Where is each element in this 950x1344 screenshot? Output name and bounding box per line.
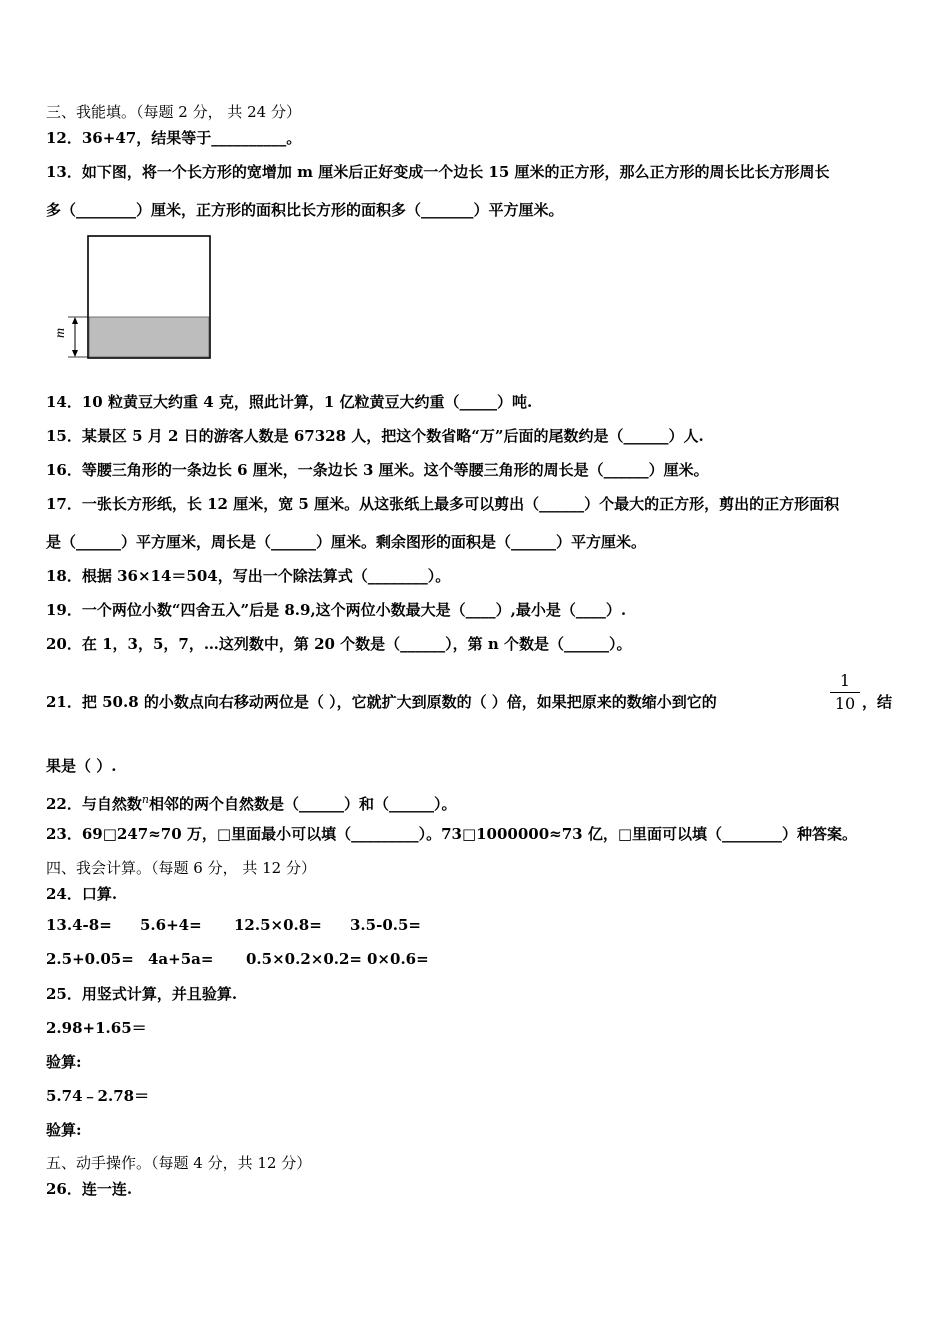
fraction-denominator: 10	[834, 694, 856, 713]
vertical-calc-2: 5.74﹣2.78＝	[46, 1087, 150, 1105]
section3-heading: 三、我能填。（每题 2 分， 共 24 分）	[46, 103, 301, 121]
calc-item: 0.5×0.2×0.2=	[246, 950, 362, 968]
calc-item: 12.5×0.8=	[234, 916, 322, 934]
calc-item: 3.5-0.5=	[350, 916, 421, 934]
question-21-tail: ，结	[862, 693, 893, 711]
arrow-head-up	[72, 317, 78, 324]
section4-heading: 四、我会计算。（每题 6 分， 共 12 分）	[46, 859, 316, 877]
arrow-head-down	[72, 350, 78, 357]
calc-item: 4a+5a=	[148, 950, 214, 968]
question-16: 16．等腰三角形的一条边长 6 厘米，一条边长 3 厘米。这个等腰三角形的周长是（______）厘米。	[46, 461, 709, 479]
check-label-2: 验算:	[46, 1121, 82, 1139]
question-25: 25．用竖式计算，并且验算.	[46, 985, 238, 1003]
calc-item: 2.5+0.05=	[46, 950, 134, 968]
calc-item: 13.4-8=	[46, 916, 112, 934]
calc-item: 0×0.6=	[367, 950, 429, 968]
question-21-line2: 果是（ ）.	[46, 757, 117, 775]
question-15: 15．某景区 5 月 2 日的游客人数是 67328 人，把这个数省略“万”后面的尾数约是（______）人.	[46, 427, 704, 445]
m-label: m	[53, 327, 68, 338]
question-23: 23．69□247≈70 万，□里面最小可以填（_________）。73□1000000≈73 亿，□里面可以填（________）种答案。	[46, 825, 858, 843]
question-22	[46, 790, 910, 814]
question-19: 19．一个两位小数“四舍五入”后是 8.9,这个两位小数最大是（____）,最小是（____）.	[46, 601, 627, 619]
section5-heading: 五、动手操作。（每题 4 分，共 12 分）	[46, 1154, 312, 1172]
question-22-start: 22．与自然数	[46, 795, 142, 813]
shaded-strip	[89, 317, 209, 357]
question-22-end: 相邻的两个自然数是（______）和（______）。	[148, 795, 457, 813]
rectangle-square-figure	[52, 232, 217, 362]
variable-n: n	[141, 793, 149, 806]
question-17-line2: 是（______）平方厘米，周长是（______）厘米。剩余图形的面积是（______）平方厘米。	[46, 533, 647, 551]
fraction-one-tenth	[830, 672, 860, 713]
check-label-1: 验算:	[46, 1053, 82, 1071]
fraction-numerator: 1	[839, 671, 851, 690]
calc-item: 5.6+4=	[140, 916, 202, 934]
question-18: 18．根据 36×14＝504，写出一个除法算式（________）。	[46, 567, 451, 585]
question-13-line1: 13．如下图，将一个长方形的宽增加 m 厘米后正好变成一个边长 15 厘米的正方形，那么正方形的周长比长方形周长	[46, 163, 830, 181]
question-21-line1: 21．把 50.8 的小数点向右移动两位是（ ），它就扩大到原数的（ ）倍，如果把原来的数缩小到它的	[46, 693, 717, 711]
question-17-line1: 17．一张长方形纸，长 12 厘米，宽 5 厘米。从这张纸上最多可以剪出（______）个最大的正方形，剪出的正方形面积	[46, 495, 840, 513]
question-24: 24．口算.	[46, 885, 118, 903]
question-20: 20．在 1，3，5，7，…这列数中，第 20 个数是（______），第 n 个数是（______）。	[46, 635, 632, 653]
question-26: 26．连一连.	[46, 1180, 133, 1198]
question-14: 14．10 粒黄豆大约重 4 克，照此计算，1 亿粒黄豆大约重（_____）吨.	[46, 393, 533, 411]
vertical-calc-1: 2.98+1.65＝	[46, 1019, 147, 1037]
question-13-line2: 多（________）厘米，正方形的面积比长方形的面积多（_______）平方厘米。	[46, 201, 564, 219]
question-12: 12．36+47，结果等于__________。	[46, 129, 302, 147]
